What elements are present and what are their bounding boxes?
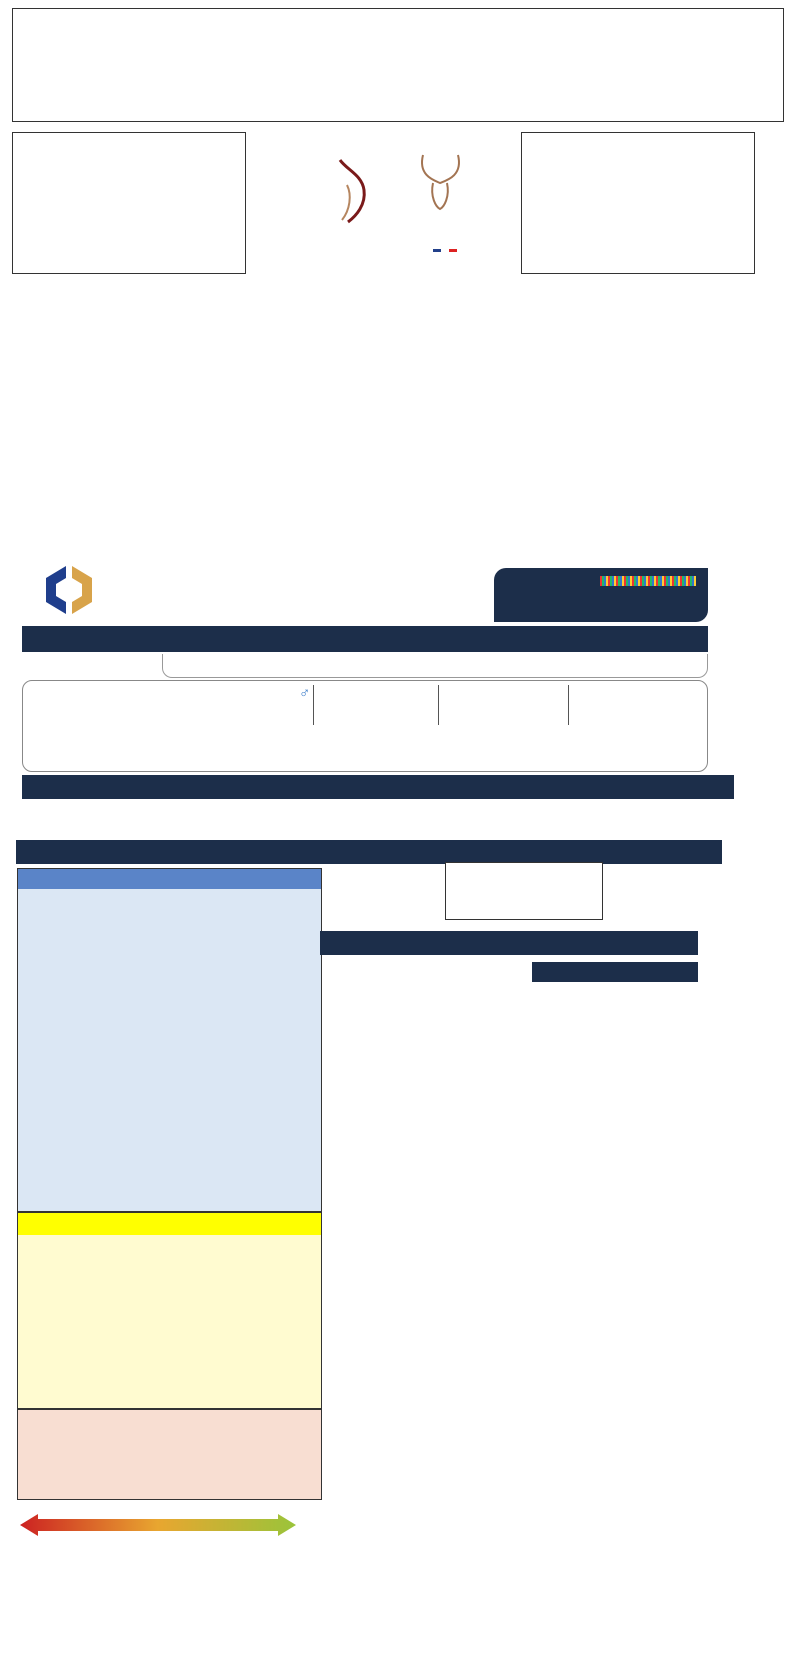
sire-card: [12, 132, 246, 274]
flag-icon: [433, 249, 457, 252]
post-sevrage-header: [18, 1213, 321, 1235]
dam-card: [521, 132, 755, 274]
genetic-status-table: [26, 802, 726, 838]
charolais-cow-icon: [378, 145, 513, 215]
post-sevrage-table: [17, 1212, 322, 1409]
velage-table: [17, 1409, 322, 1500]
gdscan-score-box: [445, 862, 603, 920]
gdscan-logo: [494, 568, 708, 622]
charolais-france-logo: [378, 145, 513, 255]
bull-head-icon: [252, 150, 377, 240]
sevrage-header: [18, 869, 321, 889]
genes-diffusion-logo: [38, 562, 228, 618]
gd-emblem-icon: [38, 562, 100, 618]
sevrage-table: [17, 868, 322, 1212]
index-title-bar: [16, 840, 722, 864]
giboval-chart: [322, 996, 702, 1524]
statuts-bar: [22, 775, 734, 799]
rating-scale: [20, 1500, 300, 1550]
herd-book-logo: [252, 150, 377, 240]
giboval-date-bar: [532, 962, 698, 982]
giboval-title-bar: [320, 931, 698, 955]
parent-headers: [162, 654, 708, 678]
identity-panel: [22, 680, 708, 772]
barcode-icon: [600, 576, 696, 586]
animal-header: [12, 8, 784, 122]
fiche-title-bar: [22, 626, 708, 652]
male-symbol-icon: ♂: [299, 685, 311, 702]
